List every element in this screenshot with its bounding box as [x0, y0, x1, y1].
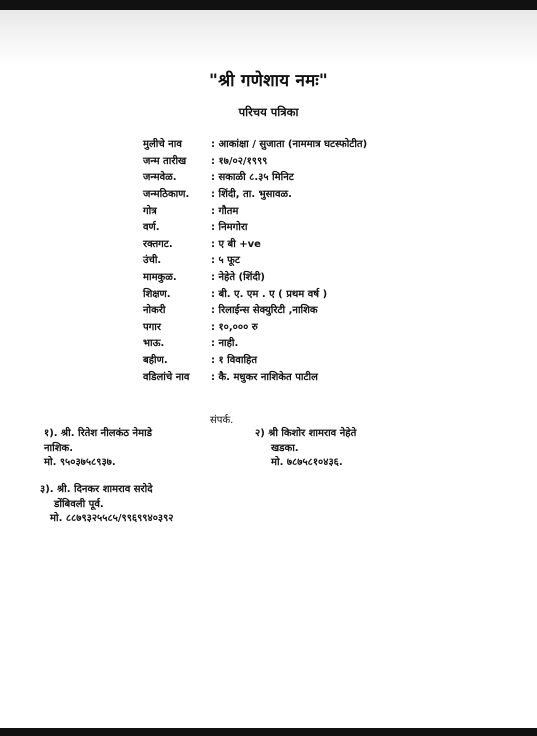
detail-row	[143, 251, 367, 268]
contact-place: खडका.	[271, 442, 299, 454]
detail-value: : १ विवाहित	[211, 355, 258, 367]
bottom-border	[0, 728, 537, 736]
detail-label: बहीण.	[143, 355, 168, 367]
contact-block-1	[44, 427, 152, 471]
page-title: "श्री गणेशाय नमः"	[209, 71, 328, 91]
contact-place: नाशिक.	[44, 442, 74, 454]
detail-value: : आकांक्षा / सुजाता (नाममात्र घटस्फोटीत)	[211, 139, 368, 151]
detail-value: : १०,००० रु	[211, 321, 258, 333]
detail-value: : सकाळी ८.३५ मिनिट	[211, 172, 294, 184]
contact-phone: मो. ७८७५८१०४३६.	[271, 457, 343, 468]
detail-value: : रिलाईन्स सेक्युरिटी ,नाशिक	[211, 305, 318, 317]
detail-row	[143, 351, 367, 368]
detail-row	[143, 201, 367, 218]
contact-name: २) श्री किशोर शामराव नेहेते	[255, 428, 357, 439]
contact-block-2	[255, 427, 356, 471]
detail-label: शिक्षण.	[143, 288, 171, 300]
detail-row	[143, 301, 367, 318]
detail-label: नोकरी	[143, 305, 166, 317]
detail-label: जन्मठिकाण.	[143, 189, 190, 201]
detail-value: : नेहेते (शिंदी)	[211, 272, 265, 284]
contact-name: ३). श्री. दिनकर शामराव सरोदे	[40, 484, 153, 495]
detail-label: वडिलांचे नाव	[143, 371, 190, 383]
detail-value: : नाही.	[211, 338, 239, 350]
detail-label: वर्ण.	[143, 222, 160, 234]
contact-place: डोंबिवली पूर्व.	[54, 498, 104, 510]
detail-value: : गौतम	[211, 205, 239, 217]
contact-name: १). श्री. रितेश नीलकंठ नेमाडे	[44, 428, 153, 439]
detail-row	[143, 135, 367, 152]
detail-row	[143, 235, 367, 252]
detail-row	[143, 334, 367, 351]
contact-block-3	[40, 483, 174, 527]
detail-row	[143, 367, 367, 384]
detail-label: पगार	[143, 321, 161, 333]
detail-value: : १७/०२/१९९९	[211, 155, 268, 167]
detail-row	[143, 152, 367, 169]
contact-phone: मो. ९५०३७५८९३७.	[44, 457, 116, 468]
detail-label: मामकुळ.	[143, 272, 177, 284]
detail-value: : निमगोरा	[211, 222, 248, 234]
detail-value: : कै. मधुकर नाशिकेत पाटील	[211, 371, 318, 383]
page-subtitle: परिचय पत्रिका	[238, 105, 299, 119]
detail-label: जन्मवेळ.	[143, 172, 177, 184]
detail-value: : शिंदी, ता. भुसावळ.	[211, 189, 292, 201]
detail-label: रक्तगट.	[143, 238, 173, 250]
detail-row	[143, 218, 367, 235]
detail-label: भाऊ.	[143, 338, 165, 350]
detail-row	[143, 268, 367, 285]
detail-label: मुलीचे नाव	[143, 139, 182, 151]
detail-label: गोत्र	[143, 205, 157, 217]
detail-row	[143, 168, 367, 185]
detail-row	[143, 284, 367, 301]
detail-value: : बी. ए. एम . ए ( प्रथम वर्ष )	[211, 288, 328, 300]
detail-label: जन्म तारीख	[143, 155, 187, 167]
detail-value: : ५ फूट	[211, 255, 240, 267]
details-list	[143, 135, 367, 384]
detail-row	[143, 318, 367, 335]
contact-phone: मो. ८८७९३२५५८५/९९६९९४०३९२	[50, 513, 174, 524]
detail-label: उंची.	[143, 255, 162, 267]
detail-value: : ए बी +ve	[211, 238, 261, 250]
contact-heading: संपर्क.	[210, 415, 234, 426]
detail-row	[143, 185, 367, 202]
